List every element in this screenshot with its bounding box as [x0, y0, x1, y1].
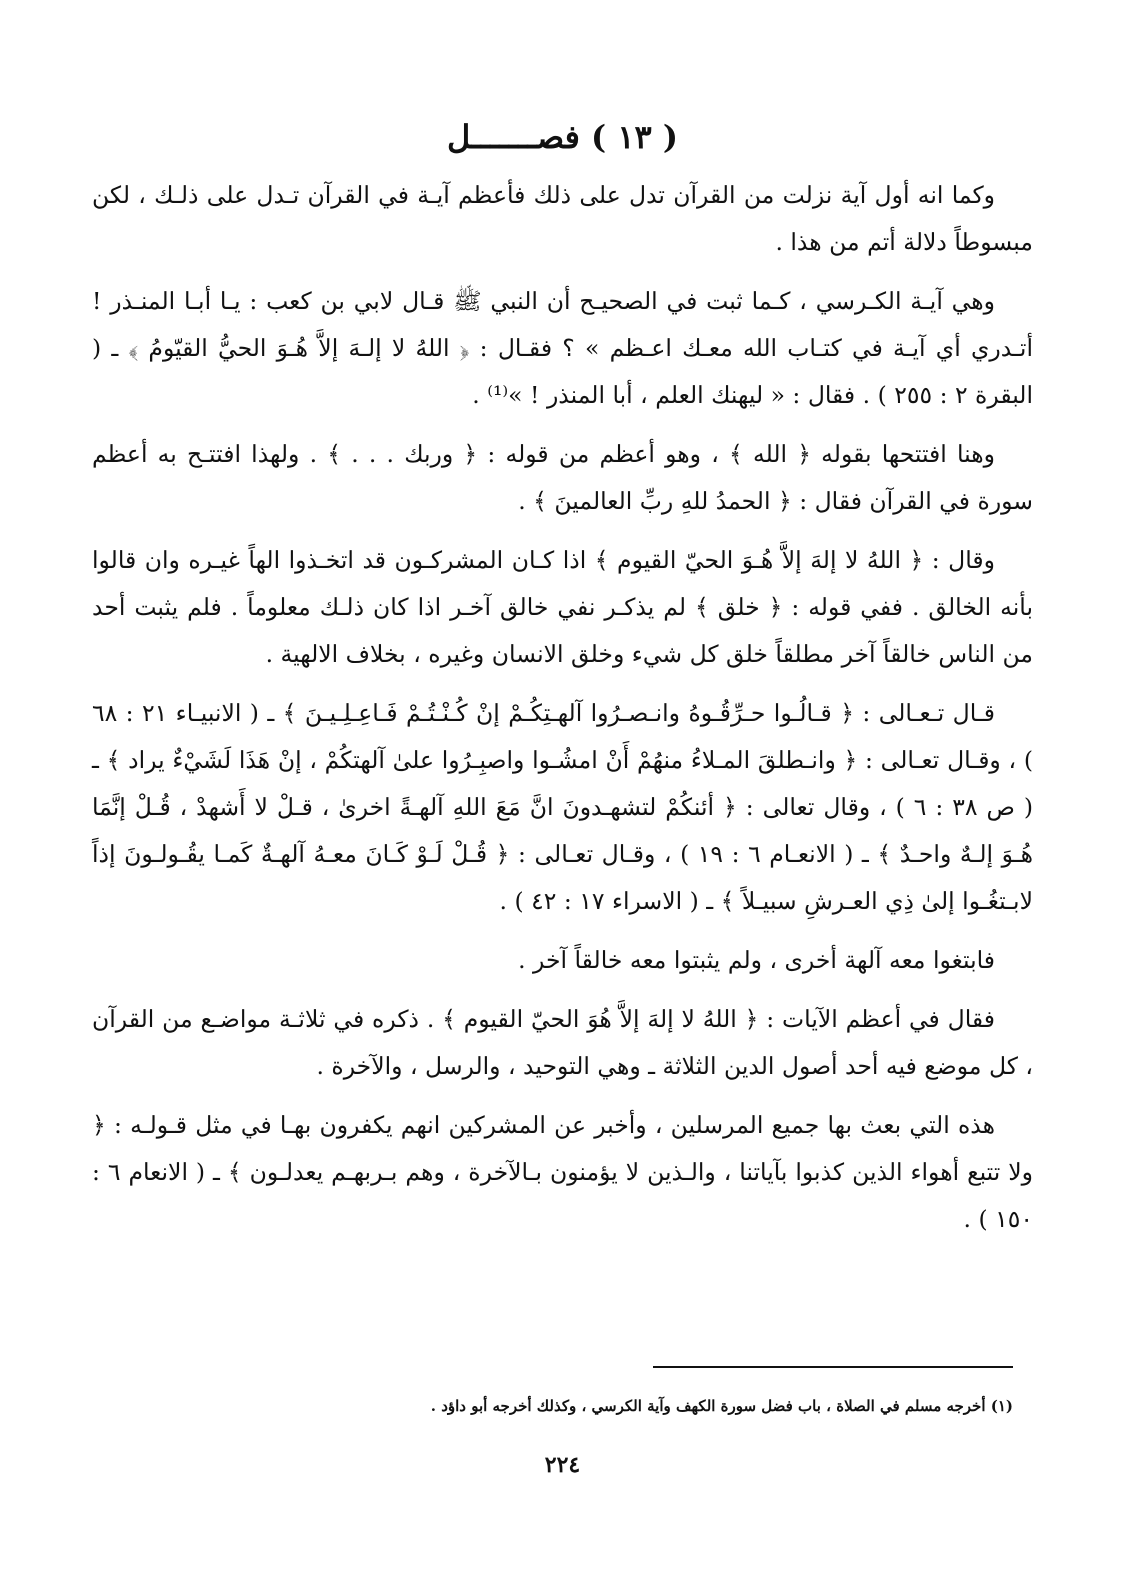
paragraph-2: وهي آيـة الكـرسي ، كـما ثبت في الصحيـح أن النبي ﷺ قـال لابي بن كعب : يـا أبـا المنـذر ! أتـدري أي آيـة في كتـاب الله معـك اعـظم » ؟ فقـال : ﴿ اللهُ لا إلـهَ إلاَّ هُـوَ الحيُّ القيّومُ ﴾ ـ ( البقرة ٢ : ٢٥٥ ) . فقال : « ليهنك العلم ، أبا المنذر ! »⁽¹⁾ .	[92, 287, 1033, 409]
paragraph-4: وقال : ﴿ اللهُ لا إلهَ إلاَّ هُـوَ الحيّ القيوم ﴾ اذا كـان المشركـون قد اتخـذوا الهاً غيـره وان قالوا بأنه الخالق . ففي قوله : ﴿ خلق ﴾ لم يذكـر نفي خالق آخـر اذا كان ذلـك معلوماً . فلم يثبت أحد من الناس خالقاً آخر مطلقاً خلق كل شيء وخلق الانسان وغيره ، بخلاف الالهية .	[92, 546, 1033, 668]
paragraph-8: هذه التي بعث بها جميع المرسلين ، وأخبر عن المشركين انهم يكفرون بهـا في مثل قـولـه : ﴿ ولا تتبع أهواء الذين كذبوا بآياتنا ، والـذين لا يؤمنون بـالآخرة ، وهم بـربهـم يعدلـون ﴾ ـ ( الانعام ٦ : ١٥٠ ) .	[92, 1111, 1033, 1233]
body-text	[92, 172, 1033, 1243]
paragraph-5: قـال تـعـالى : ﴿ قـالُـوا حـرِّقُـوهُ وانـصـرُوا آلهـتِكُـمْ إنْ كُـنْـتُـمْ فَـاعِـلِـيـنَ ﴾ ـ ( الانبيـاء ٢١ : ٦٨ ) ، وقـال تعـالى : ﴿ وانـطلقَ المـلاءُ منهُمْ أَنْ امشُـوا واصبِـرُوا علىٰ آلهتكُمْ ، إنْ هَذَا لَشَيْءٌ يراد ﴾ ـ ( ص ٣٨ : ٦ ) ، وقال تعالى : ﴿ أئنكُمْ لتشهـدونَ انَّ مَعَ اللهِ آلهـةً اخرىٰ ، قـلْ لا أَشهدْ ، قُـلْ إنَّمَا هُـوَ إلـهٌ واحـدٌ ﴾ ـ ( الانعـام ٦ : ١٩ ) ، وقـال تعـالى : ﴿ قُـلْ لَـوْ كَـانَ معـهُ آلهـةٌ كَمـا يقُـولـونَ إذاً لابـتغُـوا إلىٰ ذِي العـرشِ سبيـلاً ﴾ ـ ( الاسراء ١٧ : ٤٢ ) .	[92, 699, 1034, 915]
page-number: ٢٢٤	[544, 1452, 581, 1478]
paragraph-1: وكما انه أول آية نزلت من القرآن تدل على ذلك فأعظم آيـة في القرآن تـدل على ذلـك ، لكن مبسوطاً دلالة أتم من هذا .	[92, 181, 1033, 256]
footnote-divider	[653, 1366, 1013, 1368]
paragraph-3: وهنا افتتحها بقوله ﴿ الله ﴾ ، وهو أعظم من قوله : ﴿ وربك . . . ﴾ . ولهذا افتتـح به أعظم سورة في القرآن فقال : ﴿ الحمدُ للهِ ربِّ العالمينَ ﴾ .	[92, 440, 1033, 515]
footnote: (١) أخرجه مسلم في الصلاة ، باب فضل سورة الكهف وآية الكرسي ، وكذلك أخرجه أبو داؤد .	[430, 1397, 1013, 1415]
paragraph-6: فابتغوا معه آلهة أخرى ، ولم يثبتوا معه خالقاً آخر .	[518, 946, 995, 974]
paragraph-7: فقال في أعظم الآيات : ﴿ اللهُ لا إلهَ إلاَّ هُوَ الحيّ القيوم ﴾ . ذكره في ثلاثـة مواضـع من القرآن ، كل موضع فيه أحد أصول الدين الثلاثة ـ وهي التوحيد ، والرسل ، والآخرة .	[92, 1005, 1033, 1080]
section-title: ( ١٣ ) فصـــــــل	[447, 118, 678, 156]
